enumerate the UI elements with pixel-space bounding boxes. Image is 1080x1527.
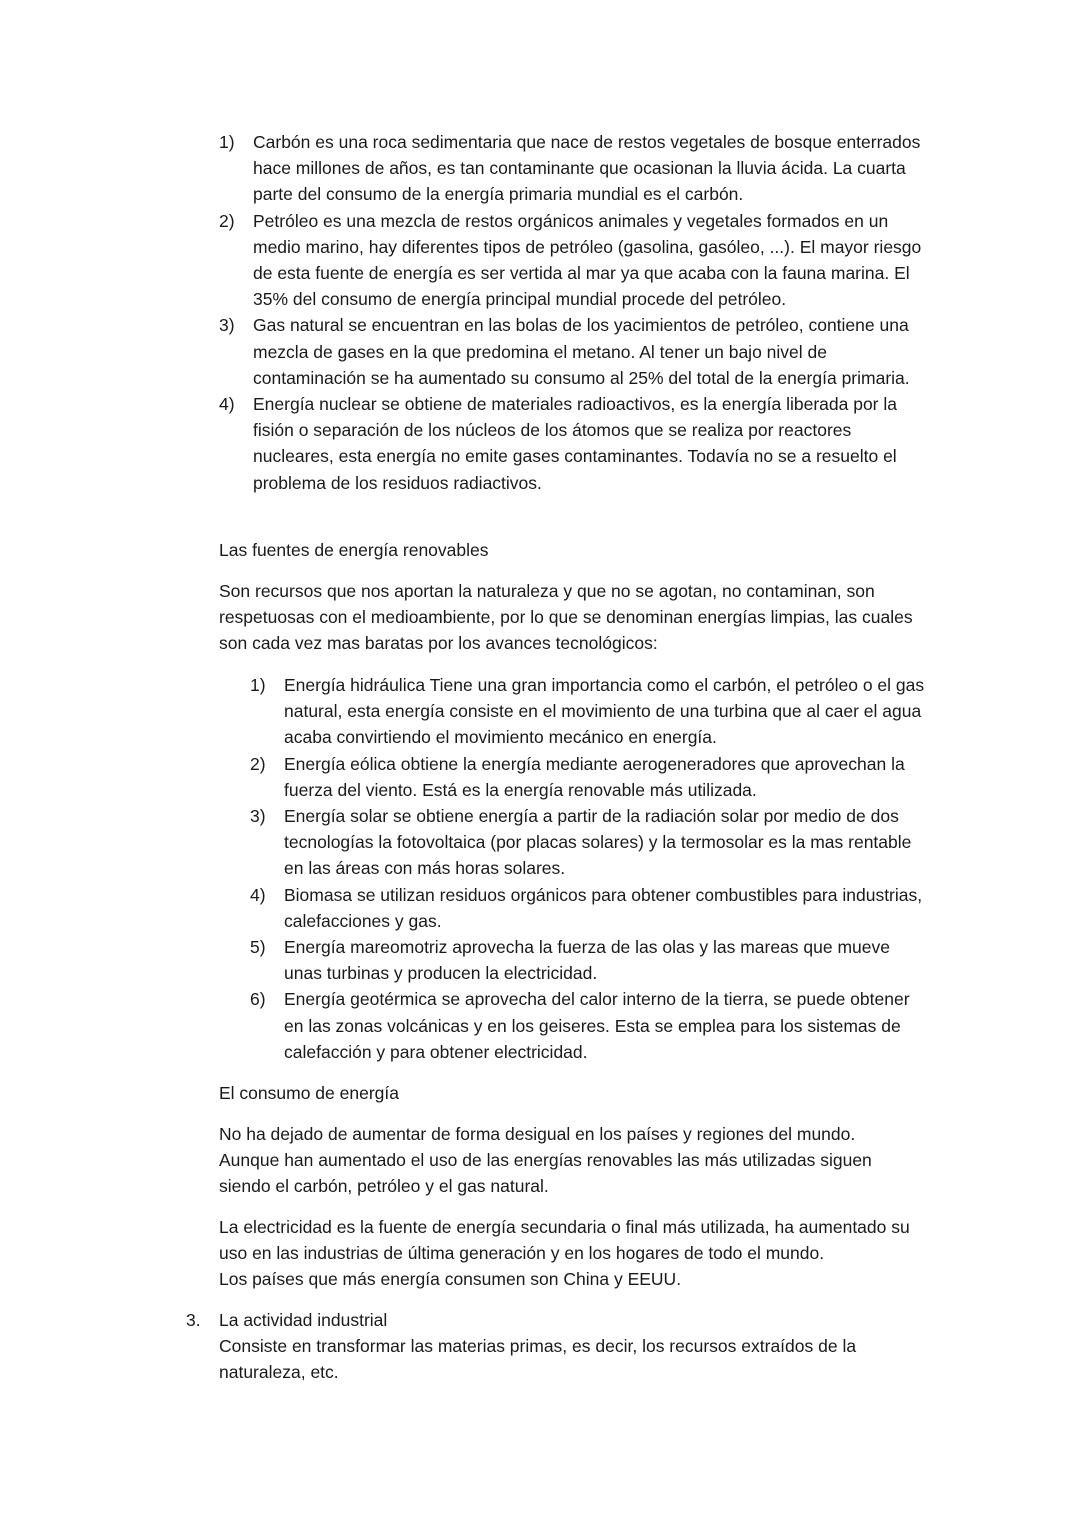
consumption-heading: El consumo de energía — [219, 1083, 399, 1103]
consumption-paragraph-2-line-2: Los países que más energía consumen son China y EEUU. — [219, 1269, 682, 1290]
list-item-text: Energía eólica obtiene la energía mediante aerogeneradores que aprovechan la fuerza del viento. Está es la energía renovable más utilizada. — [284, 753, 905, 800]
list-item-number: 5) — [250, 937, 266, 958]
renewables-heading: Las fuentes de energía renovables — [219, 540, 489, 560]
consumption-paragraph-1: No ha dejado de aumentar de forma desigual en los países y regiones del mundo. Aunque han aumentado el uso de las energías renovables las más utilizadas siguen siendo el carbón, petróleo y el gas natural. — [219, 1124, 872, 1197]
consumption-paragraph-2 — [219, 1214, 919, 1293]
list-item-text: Energía nuclear se obtiene de materiales radioactivos, es la energía liberada por la fisión o separación de los núcleos de los átomos que se realiza por reactores nucleares, esta energía no emite gases contaminantes. Todavía no se a resuelto el problema de los residuos radiactivos. — [253, 394, 897, 493]
list-item-hydro — [250, 672, 930, 751]
list-item-number: 3) — [250, 806, 266, 827]
consumption-paragraph-2-line-1: La electricidad es la fuente de energía secundaria o final más utilizada, ha aumentado su uso en las industrias de última generación y en los hogares de todo el mundo. — [219, 1217, 910, 1264]
list-item-text: Gas natural se encuentran en las bolas de los yacimientos de petróleo, contiene una mezcla de gases en la que predomina el metano. Al tener un bajo nivel de contaminación se ha aumentado su consumo al 25% del total de la energía primaria. — [253, 315, 910, 388]
renewables-intro: Son recursos que nos aportan la naturaleza y que no se agotan, no contaminan, son respetuosas con el medioambiente, por lo que se denominan energías limpias, las cuales son cada vez mas baratas por los avances tecnológicos: — [219, 581, 913, 654]
list-item-number: 6) — [250, 989, 266, 1010]
list-item-number: 3) — [219, 315, 235, 336]
list-item-tidal — [250, 934, 930, 986]
list-item-number: 2) — [250, 753, 266, 774]
section-title: La actividad industrial — [219, 1310, 388, 1330]
list-item-number: 2) — [219, 210, 235, 231]
list-item-solar — [250, 803, 930, 882]
list-item-text: Energía solar se obtiene energía a partir de la radiación solar por medio de dos tecnologías la fotovoltaica (por placas solares) y la termosolar es la mas rentable en las áreas con más horas solares. — [284, 806, 912, 879]
list-item-text: Carbón es una roca sedimentaria que nace de restos vegetales de bosque enterrados hace millones de años, es tan contaminante que ocasionan la lluvia ácida. La cuarta parte del consumo de la energía primaria mundial es el carbón. — [253, 132, 921, 205]
list-item-geothermal — [250, 986, 930, 1065]
list-item-biomass — [250, 882, 930, 934]
nonrenewable-energy-list — [219, 129, 929, 496]
section-industrial-activity — [186, 1307, 906, 1386]
list-item-wind — [250, 751, 930, 803]
renewable-energy-list — [250, 672, 930, 1065]
list-item-text: Energía mareomotriz aprovecha la fuerza de las olas y las mareas que mueve unas turbinas y producen la electricidad. — [284, 937, 890, 984]
list-item-number: 1) — [219, 132, 235, 152]
list-item-natural-gas — [219, 312, 929, 391]
list-item-number: 1) — [250, 675, 266, 695]
list-item-number: 4) — [219, 394, 235, 415]
list-item-nuclear — [219, 391, 929, 496]
list-item-text: Energía hidráulica Tiene una gran importancia como el carbón, el petróleo o el gas natural, esta energía consiste en el movimiento de una turbina que al caer el agua acaba convirtiendo el movimiento mecánico en energía. — [284, 675, 925, 748]
section-body: Consiste en transformar las materias primas, es decir, los recursos extraídos de la naturaleza, etc. — [219, 1336, 857, 1383]
section-number: 3. — [186, 1310, 201, 1330]
list-item-coal — [219, 129, 929, 208]
list-item-oil — [219, 208, 929, 313]
list-item-text: Petróleo es una mezcla de restos orgánicos animales y vegetales formados en un medio marino, hay diferentes tipos de petróleo (gasolina, gasóleo, ...). El mayor riesgo de esta fuente de energía es ser vertida al mar ya que acaba con la fauna marina. El 35% del consumo de energía principal mundial procede del petróleo. — [253, 210, 922, 310]
list-item-text: Biomasa se utilizan residuos orgánicos para obtener combustibles para industrias, calefacciones y gas. — [284, 884, 923, 931]
list-item-number: 4) — [250, 884, 266, 905]
list-item-text: Energía geotérmica se aprovecha del calor interno de la tierra, se puede obtener en las zonas volcánicas y en los geiseres. Esta se emplea para los sistemas de calefacción y para obtener electricidad. — [284, 989, 910, 1062]
